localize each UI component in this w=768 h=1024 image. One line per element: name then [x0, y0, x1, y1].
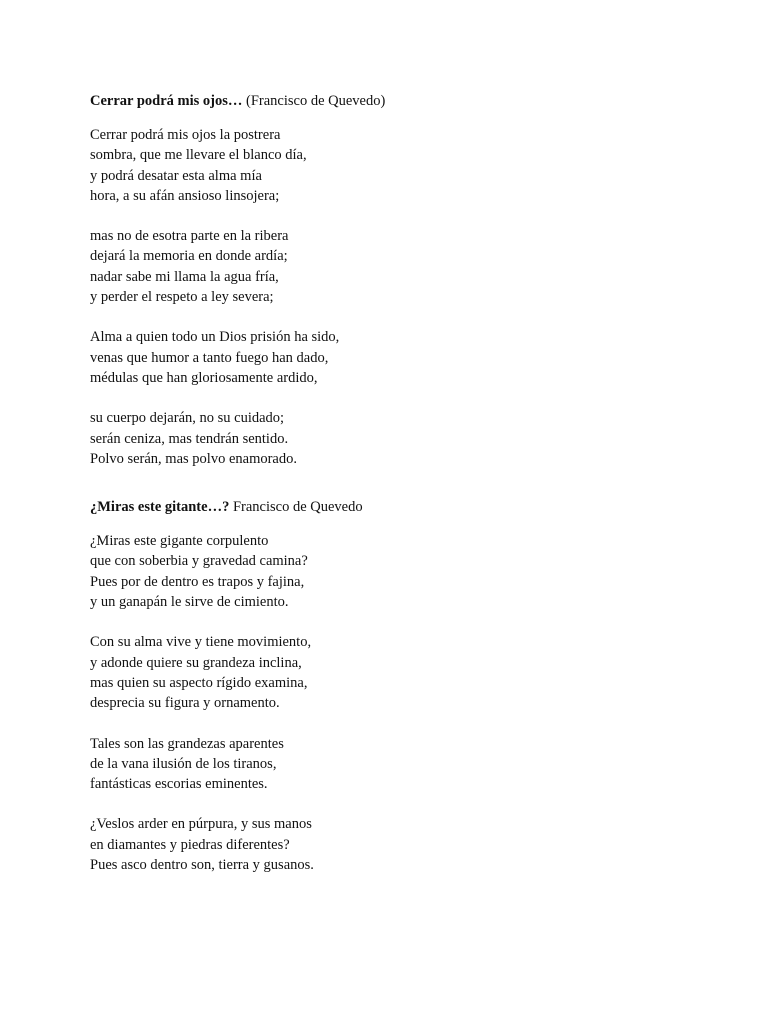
- document-page: [90, 91, 710, 895]
- verse-line: sombra, que me llevare el blanco día,: [90, 147, 307, 164]
- verse-line: desprecia su figura y ornamento.: [90, 695, 280, 712]
- poem-title-author: (Francisco de Quevedo): [242, 93, 386, 109]
- verse-line: serán ceniza, mas tendrán sentido.: [90, 430, 289, 447]
- verse-line: y adonde quiere su grandeza inclina,: [90, 654, 302, 671]
- poem-title: [90, 497, 710, 517]
- verse-line: hora, a su afán ansioso linsojera;: [90, 187, 280, 204]
- verse-line: médulas que han gloriosamente ardido,: [90, 369, 318, 386]
- verse-line: que con soberbia y gravedad camina?: [90, 553, 308, 570]
- poem-title: [90, 91, 710, 111]
- verse-line: Pues asco dentro son, tierra y gusanos.: [90, 857, 314, 874]
- stanza-4: [90, 814, 710, 875]
- verse-line: nadar sabe mi llama la agua fría,: [90, 268, 279, 285]
- stanza-4: [90, 408, 710, 469]
- verse-line: fantásticas escorias eminentes.: [90, 776, 268, 793]
- verse-line: venas que humor a tanto fuego han dado,: [90, 349, 329, 366]
- verse-line: Pues por de dentro es trapos y fajina,: [90, 573, 305, 590]
- poem-title-author: Francisco de Quevedo: [229, 499, 363, 516]
- verse-line: mas quien su aspecto rígido examina,: [90, 674, 308, 691]
- verse-line: y perder el respeto a ley severa;: [90, 289, 274, 306]
- poem-title-bold: Cerrar podrá mis ojos…: [90, 93, 243, 109]
- verse-line: dejará la memoria en donde ardía;: [90, 248, 288, 265]
- stanza-1: [90, 531, 710, 612]
- poem-body: [90, 125, 710, 469]
- poem-title-bold: ¿Miras este gitante…?: [90, 499, 230, 516]
- poem-body: [90, 531, 710, 875]
- stanza-2: [90, 226, 710, 307]
- verse-line: Alma a quien todo un Dios prisión ha sido,: [90, 329, 340, 346]
- verse-line: mas no de esotra parte en la ribera: [90, 228, 289, 245]
- poem-miras-este-gigante: [90, 497, 710, 875]
- verse-line: Con su alma vive y tiene movimiento,: [90, 634, 312, 651]
- verse-line: y podrá desatar esta alma mía: [90, 167, 262, 184]
- verse-line: ¿Veslos arder en púrpura, y sus manos: [90, 816, 312, 833]
- verse-line: Polvo serán, mas polvo enamorado.: [90, 450, 297, 467]
- stanza-2: [90, 632, 710, 713]
- verse-line: Cerrar podrá mis ojos la postrera: [90, 127, 281, 143]
- stanza-3: [90, 734, 710, 795]
- stanza-1: [90, 125, 710, 206]
- verse-line: en diamantes y piedras diferentes?: [90, 836, 290, 853]
- stanza-3: [90, 327, 710, 388]
- poem-cerrar-podra: [90, 91, 710, 469]
- verse-line: ¿Miras este gigante corpulento: [90, 533, 269, 550]
- verse-line: de la vana ilusión de los tiranos,: [90, 755, 277, 772]
- verse-line: su cuerpo dejarán, no su cuidado;: [90, 410, 285, 427]
- verse-line: Tales son las grandezas aparentes: [90, 735, 284, 752]
- verse-line: y un ganapán le sirve de cimiento.: [90, 594, 289, 611]
